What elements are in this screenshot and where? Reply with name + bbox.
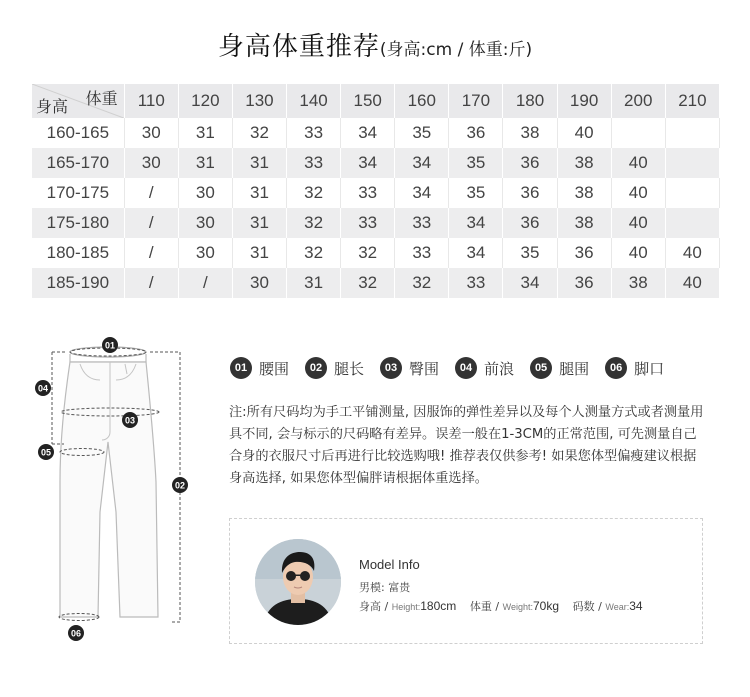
size-cell: 35: [449, 148, 503, 178]
legend-number: 06: [605, 357, 627, 379]
size-cell: 30: [124, 148, 178, 178]
page-title: [0, 26, 750, 63]
size-cell: [665, 118, 719, 148]
size-cell: 38: [557, 178, 611, 208]
size-cell: 35: [395, 118, 449, 148]
size-cell: 40: [611, 208, 665, 238]
legend-number: 03: [380, 357, 402, 379]
weight-header-cell: 210: [665, 84, 719, 118]
size-cell: 38: [503, 118, 557, 148]
legend-number: 04: [455, 357, 477, 379]
weight-header-cell: 110: [124, 84, 178, 118]
svg-text:02: 02: [174, 480, 186, 491]
svg-text:01: 01: [104, 340, 116, 351]
model-height: 180cm: [420, 599, 457, 613]
weight-header-cell: 120: [178, 84, 232, 118]
marker-04: [35, 380, 51, 396]
legend-item-thigh: [530, 357, 589, 379]
weight-header-cell: 200: [611, 84, 665, 118]
size-cell: 30: [178, 178, 232, 208]
size-cell: 32: [341, 268, 395, 298]
size-cell: 31: [178, 148, 232, 178]
size-cell: 32: [341, 238, 395, 268]
weight-header-cell: 160: [395, 84, 449, 118]
size-cell: 31: [232, 238, 286, 268]
table-row: [32, 238, 720, 268]
size-cell: 40: [557, 118, 611, 148]
size-cell: /: [178, 268, 232, 298]
legend-label: 臀围: [409, 359, 440, 378]
table-row: [32, 118, 720, 148]
model-stats: 身高 / Height:180cm 体重 / Weight:70kg 码数 / Wear:34: [359, 599, 643, 613]
table-row: [32, 268, 720, 298]
pants-body-shape: [60, 362, 158, 617]
marker-02: [172, 477, 188, 493]
height-range-cell: 180-185: [32, 238, 124, 268]
model-info-card: [229, 518, 703, 644]
legend-label: 腿围: [559, 359, 590, 378]
size-cell: 30: [124, 118, 178, 148]
legend-label: 腿长: [334, 359, 365, 378]
legend-number: 01: [230, 357, 252, 379]
size-cell: [665, 178, 719, 208]
size-cell: 36: [503, 178, 557, 208]
size-cell: 33: [341, 178, 395, 208]
model-wear: 34: [629, 599, 643, 613]
size-cell: 34: [449, 208, 503, 238]
legend-item-leg-length: [305, 357, 364, 379]
size-cell: 40: [665, 238, 719, 268]
legend-item-hip: [380, 357, 439, 379]
marker-06: [68, 625, 84, 641]
size-cell: 34: [503, 268, 557, 298]
size-cell: 32: [287, 238, 341, 268]
svg-text:04: 04: [37, 383, 49, 394]
height-range-cell: 165-170: [32, 148, 124, 178]
size-cell: 38: [611, 268, 665, 298]
size-cell: 38: [557, 208, 611, 238]
size-cell: 32: [232, 118, 286, 148]
size-cell: 30: [178, 208, 232, 238]
measurement-legend: [230, 357, 664, 379]
size-cell: 32: [287, 208, 341, 238]
size-cell: 33: [287, 148, 341, 178]
size-cell: [665, 148, 719, 178]
table-row: [32, 178, 720, 208]
legend-item-hem: [605, 357, 664, 379]
height-range-cell: 175-180: [32, 208, 124, 238]
height-range-cell: 160-165: [32, 118, 124, 148]
height-range-cell: 170-175: [32, 178, 124, 208]
legend-label: 前浪: [484, 359, 515, 378]
legend-item-waist: [230, 357, 289, 379]
size-cell: 36: [503, 208, 557, 238]
legend-label: 脚口: [634, 359, 665, 378]
size-cell: 33: [395, 208, 449, 238]
table-corner-cell: [32, 84, 124, 118]
weight-header-cell: 140: [287, 84, 341, 118]
measurement-note: 注:所有尺码均为手工平铺测量, 因服饰的弹性差异以及每个人测量方式或者测量用具不同, 会与标示的尺码略有差异。误差一般在1-3CM的正常范围, 可先测量自己合身的衣服尺寸后再进行比较选购哦! 推荐表仅供参考! 如果您体型偏瘦建议根据身高选择, 如果您体型偏胖请根据体重选择。: [229, 405, 704, 486]
model-avatar: [255, 539, 341, 625]
size-cell: 30: [178, 238, 232, 268]
size-cell: 34: [341, 118, 395, 148]
corner-weight-label: 体重: [85, 89, 118, 108]
size-cell: 31: [232, 208, 286, 238]
table-header-row: [32, 84, 720, 118]
size-cell: 33: [287, 118, 341, 148]
weight-header-cell: 130: [232, 84, 286, 118]
size-cell: 36: [503, 148, 557, 178]
svg-text:03: 03: [124, 415, 136, 426]
size-cell: 33: [449, 268, 503, 298]
size-cell: 32: [395, 268, 449, 298]
size-cell: 36: [557, 238, 611, 268]
size-cell: 40: [611, 238, 665, 268]
size-cell: 35: [503, 238, 557, 268]
marker-03: [122, 412, 138, 428]
size-cell: 40: [611, 178, 665, 208]
legend-number: 02: [305, 357, 327, 379]
size-cell: /: [124, 268, 178, 298]
size-cell: 40: [665, 268, 719, 298]
size-table: [32, 84, 720, 298]
size-cell: /: [124, 238, 178, 268]
size-cell: 34: [341, 148, 395, 178]
pants-diagram: [30, 332, 200, 652]
marker-05: [38, 444, 54, 460]
size-cell: [665, 208, 719, 238]
pants-outline-svg: [30, 332, 200, 652]
legend-number: 05: [530, 357, 552, 379]
size-cell: 38: [557, 148, 611, 178]
corner-height-label: 身高: [36, 97, 69, 116]
model-weight: 70kg: [532, 599, 560, 613]
model-info-title: Model Info: [359, 557, 420, 572]
size-cell: 34: [449, 238, 503, 268]
legend-item-front-rise: [455, 357, 514, 379]
model-name: 男模: 富贵: [359, 581, 411, 594]
size-cell: 35: [449, 178, 503, 208]
legend-label: 腰围: [259, 359, 290, 378]
size-cell: 40: [611, 148, 665, 178]
title-sub: (身高:cm / 体重:斤): [379, 40, 533, 60]
size-cell: 32: [287, 178, 341, 208]
size-cell: 30: [232, 268, 286, 298]
table-row: [32, 148, 720, 178]
height-range-cell: 185-190: [32, 268, 124, 298]
size-cell: 31: [232, 148, 286, 178]
weight-header-cell: 180: [503, 84, 557, 118]
table-row: [32, 208, 720, 238]
svg-text:05: 05: [40, 447, 52, 458]
size-cell: /: [124, 208, 178, 238]
weight-header-cell: 150: [341, 84, 395, 118]
size-cell: 31: [287, 268, 341, 298]
size-cell: 31: [232, 178, 286, 208]
size-cell: 36: [557, 268, 611, 298]
svg-text:06: 06: [70, 628, 82, 639]
size-cell: [611, 118, 665, 148]
size-cell: 33: [341, 208, 395, 238]
size-cell: 36: [449, 118, 503, 148]
size-cell: 34: [395, 178, 449, 208]
size-cell: 33: [395, 238, 449, 268]
title-main: 身高体重推荐: [217, 32, 380, 62]
size-cell: 31: [178, 118, 232, 148]
size-cell: 34: [395, 148, 449, 178]
weight-header-cell: 170: [449, 84, 503, 118]
weight-header-cell: 190: [557, 84, 611, 118]
marker-01: [102, 337, 118, 353]
size-cell: /: [124, 178, 178, 208]
